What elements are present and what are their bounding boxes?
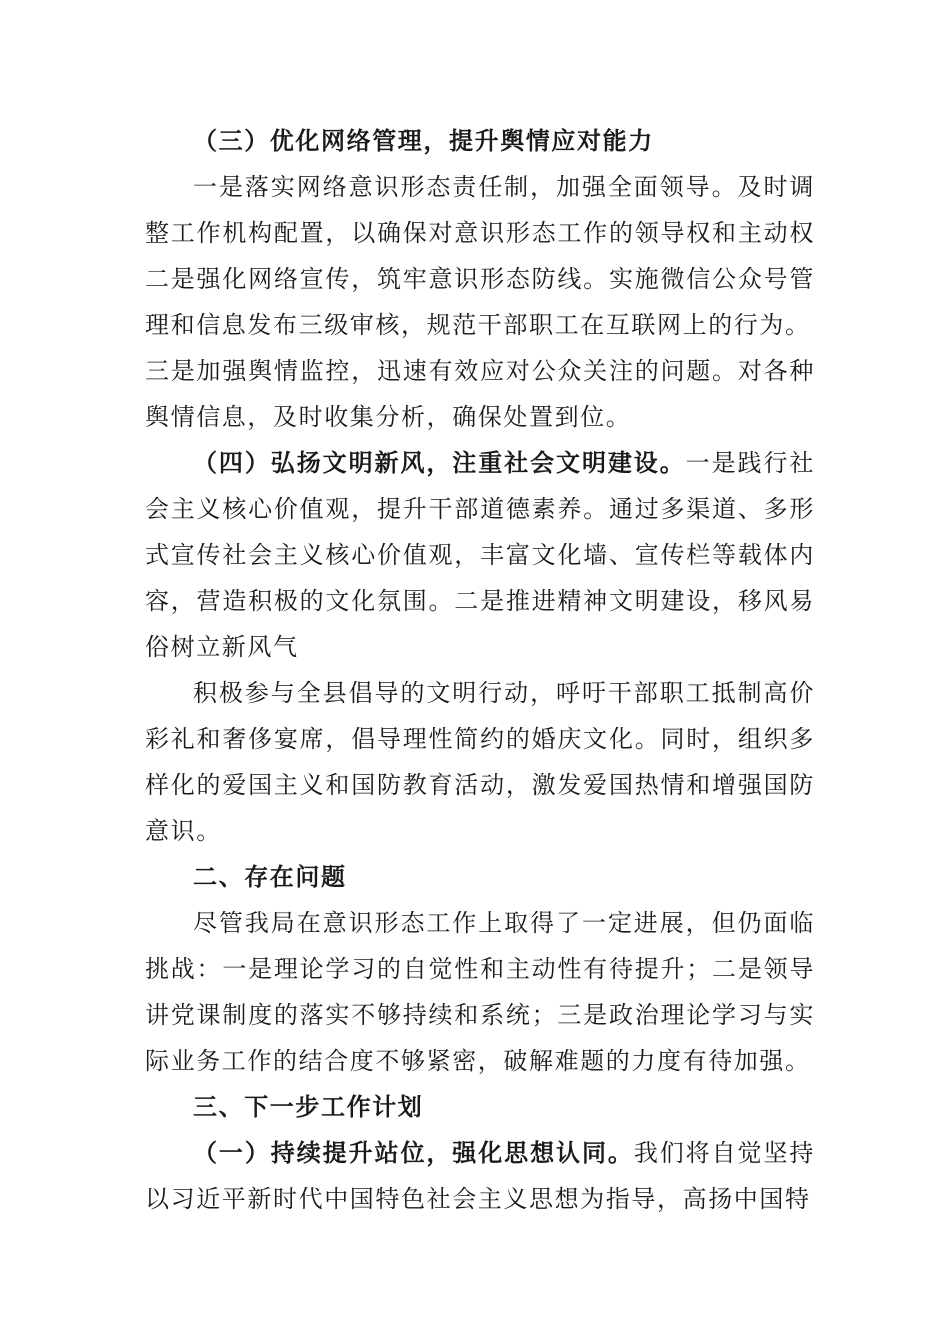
paragraph-body: 我们将自觉坚持以习近平新时代中国特色社会主义思想为指导，高扬中国特	[145, 1139, 815, 1213]
paragraph-lead: （一）持续提升站位，强化思想认同。	[193, 1139, 634, 1167]
paragraph-body: 一是践行社会主义核心价值观，提升干部道德素养。通过多渠道、多形式宣传社会主义核心价值观，丰富文化墙、宣传栏等载体内容，营造积极的文化氛围。二是推进精神文明建设，移风易俗树立新风气	[145, 449, 815, 661]
section-heading-problems: 二、存在问题	[193, 863, 347, 891]
paragraph-with-lead	[145, 1130, 815, 1222]
section-heading-next-plan: 三、下一步工作计划	[193, 1093, 424, 1121]
section-subheading-3: （三）优化网络管理，提升舆情应对能力	[193, 127, 654, 155]
paragraph-with-lead	[145, 440, 815, 670]
document-page	[145, 118, 815, 1222]
paragraph: 尽管我局在意识形态工作上取得了一定进展，但仍面临挑战：一是理论学习的自觉性和主动性有待提升；二是领导讲党课制度的落实不够持续和系统；三是政治理论学习与实际业务工作的结合度不够紧密，破解难题的力度有待加强。	[145, 909, 815, 1075]
paragraph-lead: （四）弘扬文明新风，注重社会文明建设。	[193, 449, 686, 477]
paragraph: 一是落实网络意识形态责任制，加强全面领导。及时调整工作机构配置，以确保对意识形态工作的领导权和主动权二是强化网络宣传，筑牢意识形态防线。实施微信公众号管理和信息发布三级审核，规范干部职工在互联网上的行为。	[145, 173, 815, 339]
paragraph: 三是加强舆情监控，迅速有效应对公众关注的问题。对各种舆情信息，及时收集分析，确保处置到位。	[145, 357, 815, 431]
paragraph: 积极参与全县倡导的文明行动，呼吁干部职工抵制高价彩礼和奢侈宴席，倡导理性简约的婚庆文化。同时，组织多样化的爱国主义和国防教育活动，激发爱国热情和增强国防意识。	[145, 679, 815, 845]
